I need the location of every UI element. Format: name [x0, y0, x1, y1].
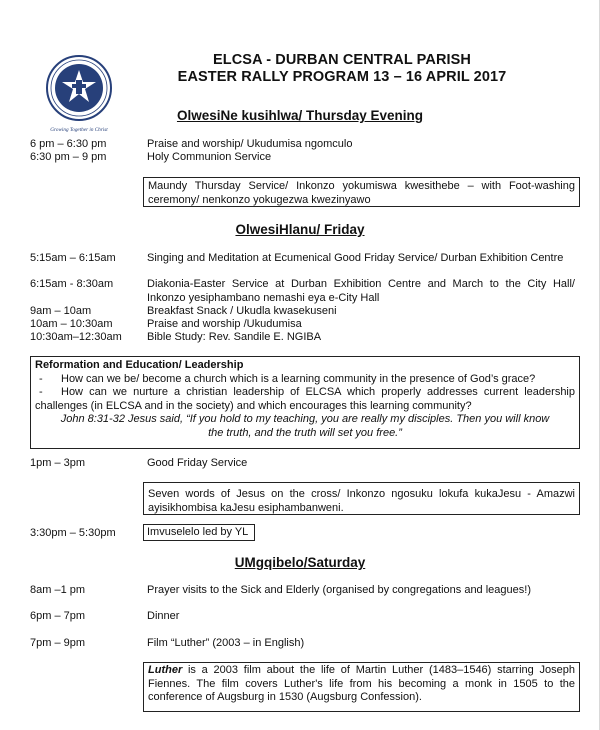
maundy-thursday-box: Maundy Thursday Service/ Inkonzo yokumiswa kwesithebe – with Foot-washing ceremony/ nenkonzo yokugezwa kwezinyawo: [143, 177, 580, 207]
schedule-row: [30, 278, 575, 305]
row-time: 8am –1 pm: [30, 584, 86, 596]
schedule-row: [30, 527, 575, 541]
row-desc: Good Friday Service: [147, 457, 248, 469]
row-desc: Breakfast Snack / Ukudla kwasekuseni: [147, 305, 337, 317]
row-desc: Bible Study: Rev. Sandile E. NGIBA: [147, 331, 322, 343]
row-desc: Diakonia-Easter Service at Durban Exhibition Centre and March to the City Hall/ Inkonzo yesiphambano nemashi eya e-City Hall: [147, 278, 575, 304]
schedule-row: [30, 610, 575, 624]
row-time: 7pm – 9pm: [30, 637, 86, 649]
film-description: is a 2003 film about the life of Martin Luther (1483–1546) starring Joseph Fiennes. The film covers Luther's life from his becoming a monk in 1505 to the conference of Augsburg in 1530 (Augsburg Confession).: [148, 664, 575, 704]
scripture-quote: John 8:31-32 Jesus said, “If you hold to my teaching, you are really my disciples. Then you will know the truth, and the truth will set you free.”: [60, 413, 550, 439]
document-subtitle: EASTER RALLY PROGRAM 13 – 16 APRIL 2017: [177, 69, 507, 85]
bullet-text: How can we nurture a christian leadership of ELCSA which properly addresses current leadership challenges (in ELCSA and in the society) and which encourages this learning community?: [35, 386, 575, 412]
row-time: 3:30pm – 5:30pm: [30, 527, 116, 539]
row-time: 1pm – 3pm: [30, 457, 86, 469]
imvuselelo-box: Imvuselelo led by YL: [143, 524, 255, 541]
luther-film-box: [143, 662, 580, 712]
film-title: Luther: [148, 664, 183, 676]
row-desc: Praise and worship/ Ukudumisa ngomculo: [147, 138, 353, 150]
document-title: ELCSA - DURBAN CENTRAL PARISH: [213, 52, 471, 68]
thursday-heading: OlwesiNe kusihlwa/ Thursday Evening: [176, 108, 424, 123]
row-time: 5:15am – 6:15am: [30, 252, 116, 264]
schedule-row: [30, 305, 575, 319]
schedule-row: [30, 318, 575, 332]
schedule-row: [30, 584, 575, 598]
row-time: 6 pm – 6:30 pm: [30, 138, 107, 150]
row-time: 6:30 pm – 9 pm: [30, 151, 107, 163]
row-desc: Film “Luther” (2003 – in English): [147, 637, 305, 649]
bullet-mark: -: [39, 386, 43, 399]
row-time: 10:30am–12:30am: [30, 331, 122, 343]
schedule-row: [30, 331, 575, 345]
row-desc: Praise and worship /Ukudumisa: [147, 318, 302, 330]
row-desc: Dinner: [147, 610, 180, 622]
schedule-row: [30, 252, 575, 266]
friday-heading: OlwesiHlanu/ Friday: [235, 222, 365, 237]
row-time: 10am – 10:30am: [30, 318, 113, 330]
row-time: 6pm – 7pm: [30, 610, 86, 622]
bullet-text: How can we be/ become a church which is a learning community in the presence of God’s grace?: [61, 372, 536, 385]
seal-motto: Growing Together in Christ: [50, 127, 108, 133]
list-item: [35, 373, 575, 387]
row-time: 9am – 10am: [30, 305, 92, 317]
row-desc: Holy Communion Service: [147, 151, 272, 163]
schedule-row: [30, 457, 575, 471]
reformation-heading: Reformation and Education/ Leadership: [35, 359, 244, 371]
list-item: [35, 386, 575, 413]
schedule-row: [30, 138, 575, 152]
row-desc: Prayer visits to the Sick and Elderly (organised by congregations and leagues!): [147, 584, 531, 596]
schedule-row: [30, 637, 575, 651]
schedule-row: [30, 151, 575, 165]
saturday-heading: UMgqibelo/Saturday: [234, 555, 366, 570]
bullet-mark: -: [39, 372, 43, 385]
row-time: 6:15am - 8:30am: [30, 278, 114, 290]
seven-words-box: Seven words of Jesus on the cross/ Inkonzo ngosuku lokufa kukaJesu - Amazwi ayisikhombisa kaJesu esiphambanweni.: [143, 482, 580, 515]
reformation-box: [30, 356, 580, 449]
row-desc: Singing and Meditation at Ecumenical Good Friday Service/ Durban Exhibition Centre: [147, 252, 564, 264]
